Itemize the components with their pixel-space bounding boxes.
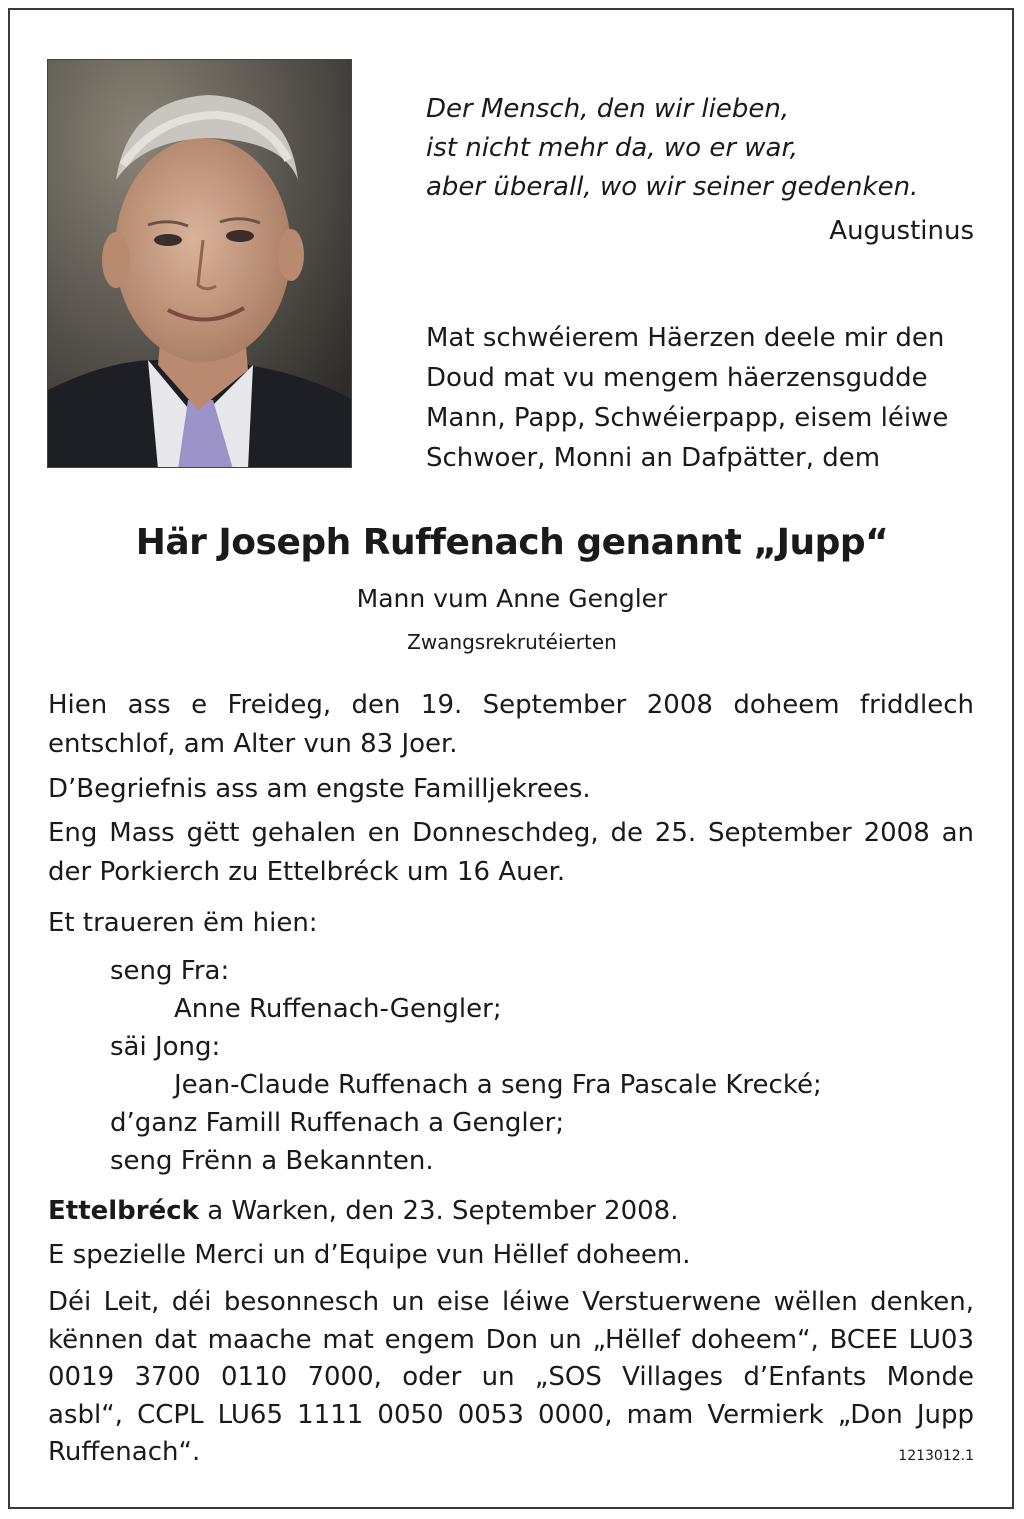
mourner-item: Jean-Claude Ruffenach a seng Fra Pascale Krecké; (174, 1070, 822, 1100)
reference-number: 1213012.1 (898, 1448, 974, 1464)
mourners-list (48, 952, 974, 1180)
status-note: Zwangsrekrutéierten (407, 630, 617, 654)
quote-block (426, 90, 986, 207)
donation-line: Déi Leit, déi besonnesch un eise léiwe Verstuerwene wëllen denken, (48, 1287, 974, 1317)
thanks-text: E spezielle Merci un d’Equipe vun Hëllef doheem. (48, 1240, 691, 1270)
death-paragraph (48, 686, 974, 764)
quote-line: ist nicht mehr da, wo er war, (426, 133, 799, 163)
intro-line: Mann, Papp, Schwéierpapp, eisem léiwe (426, 403, 949, 433)
mourners-heading (48, 904, 974, 943)
donation-line: 0019 3700 0110 7000, oder un „SOS Villages d’Enfants Monde (48, 1362, 974, 1392)
intro-line: Schwoer, Monni an Dafpätter, dem (426, 443, 881, 473)
intro-line: Doud mat vu mengem häerzensgudde (426, 363, 928, 393)
mourner-item: Anne Ruffenach-Gengler; (174, 994, 502, 1024)
donation-line: asbl“, CCPL LU65 1111 0050 0053 0000, mam Vermierk „Don Jupp (48, 1399, 974, 1430)
mourner-item: d’ganz Famill Ruffenach a Gengler; (110, 1108, 565, 1138)
deceased-name: Här Joseph Ruffenach genannt „Jupp“ (135, 522, 889, 563)
mass-line-2: der Porkierch zu Ettelbréck um 16 Auer. (48, 857, 566, 887)
thanks-line (48, 1236, 974, 1275)
place-date (48, 1192, 974, 1231)
place-name: Ettelbréck (48, 1196, 199, 1226)
place-date-line (48, 1192, 974, 1231)
burial-paragraph (48, 770, 974, 809)
portrait-photo (47, 59, 352, 468)
donation-line: kënnen dat maache mat engem Don un „Hëllef doheem“, BCEE LU03 (48, 1324, 974, 1355)
death-line-2: entschlof, am Alter vun 83 Joer. (48, 729, 458, 759)
intro-line: Mat schwéierem Häerzen deele mir den (426, 323, 945, 353)
mourner-item: seng Fra: (110, 956, 230, 986)
quote-line: Der Mensch, den wir lieben, (426, 94, 790, 124)
spouse-line: Mann vum Anne Gengler (356, 584, 668, 613)
quote-line: aber überall, wo wir seiner gedenken. (426, 172, 919, 202)
death-line-1: Hien ass e Freideg, den 19. September 2008 doheem friddlech (48, 690, 974, 720)
mass-paragraph (48, 814, 974, 892)
intro-text (426, 318, 974, 478)
date-text: a Warken, den 23. September 2008. (198, 1196, 679, 1226)
mourner-item: seng Frënn a Bekannten. (110, 1146, 434, 1176)
donation-line-last: Ruffenach“. (48, 1437, 201, 1467)
mass-line-1: Eng Mass gëtt gehalen en Donneschdeg, de 25. September 2008 an (48, 818, 974, 848)
burial-line: D’Begriefnis ass am engste Familljekrees. (48, 774, 591, 804)
portrait-illustration (48, 60, 352, 468)
quote-author: Augustinus (829, 216, 974, 246)
mourners-heading-text: Et traueren ëm hien: (48, 908, 318, 938)
donation-paragraph (48, 1284, 974, 1472)
mourner-item: säi Jong: (110, 1032, 221, 1062)
